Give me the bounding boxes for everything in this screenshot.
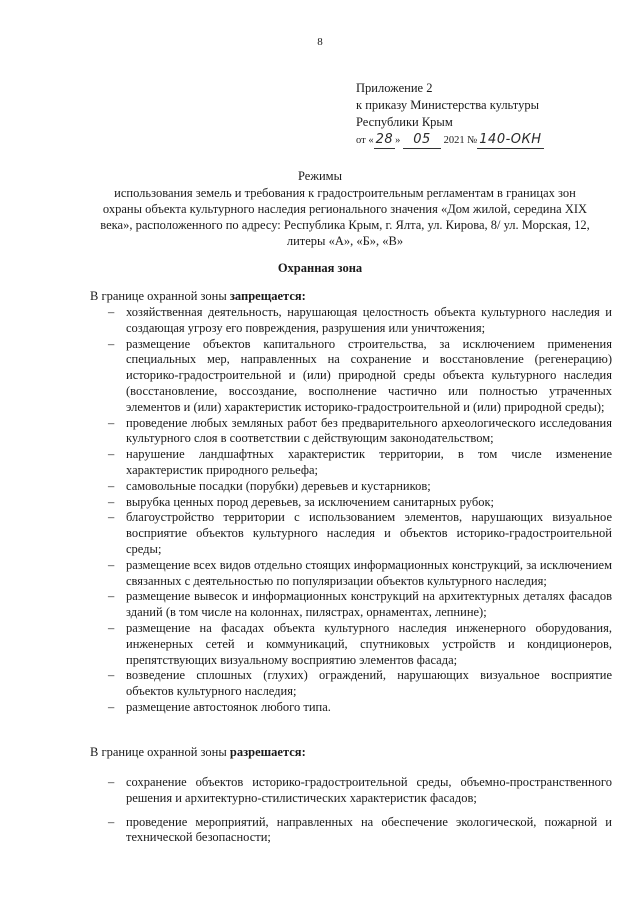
- list-item: [90, 447, 612, 479]
- bullet-dash: –: [108, 494, 115, 509]
- bullet-dash: –: [108, 814, 115, 829]
- bullet-dash: –: [108, 668, 115, 683]
- list-item: [90, 479, 612, 495]
- bullet-dash: –: [108, 336, 115, 351]
- bullet-dash: –: [108, 305, 115, 319]
- prohibited-intro: [90, 289, 306, 304]
- list-item: [90, 621, 612, 668]
- allowed-intro: [90, 745, 306, 760]
- list-item: [90, 589, 612, 621]
- bullet-dash: –: [108, 589, 115, 604]
- list-item-text: хозяйственная деятельность, нарушающая целостность объекта культурного наследия и создающая угрозу его повреждения, разрушения или уничтожения;: [126, 305, 612, 335]
- document-subtitle: использования земель и требования к градостроительным регламентам в границах зон охраны объекта культурного наследия регионального значения «Дом жилой, середина XIX века», расположенного по адресу: Республика Крым, г. Ялта, ул. Кирова, 8/ ул. Морская, 12, литеры «А», «Б», «В»: [100, 186, 590, 248]
- list-item-text: проведение мероприятий, направленных на обеспечение экологической, пожарной и технической безопасности;: [126, 814, 612, 845]
- list-item-text: самовольные посадки (порубки) деревьев и кустарников;: [126, 478, 431, 493]
- list-item: [90, 416, 612, 448]
- list-item-text: размещение автостоянок любого типа.: [126, 699, 331, 714]
- list-item: [90, 510, 612, 557]
- bullet-dash: –: [108, 478, 115, 493]
- list-item-text: проведение любых земляных работ без предварительного археологического исследования культурного слоя в соответствии с действующим законодательством;: [126, 415, 612, 446]
- order-prefix: от «: [356, 135, 374, 146]
- list-item: [90, 815, 612, 847]
- list-item: [90, 700, 612, 716]
- appendix-block: [356, 80, 544, 149]
- order-year: 2021 №: [443, 135, 478, 146]
- allowed-list: [90, 775, 612, 854]
- prohibited-list: [90, 305, 612, 716]
- list-item: [90, 337, 612, 416]
- prohibited-intro-bold: запрещается:: [229, 289, 306, 303]
- list-item-text: размещение объектов капитального строительства, за исключением применения специальных мер, направленных на сохранение и восстановление (регенерацию) историко-градостроительной и (или) природной среды объекта культурного наследия (восстановление, воссоздание, восполнение частично или полностью утраченных элементов и (или) характеристик историко-градостроительной и (или) природной среды);: [126, 336, 612, 414]
- list-item-text: возведение сплошных (глухих) ограждений, нарушающих визуальное восприятие объектов культурного наследия;: [126, 668, 612, 699]
- bullet-dash: –: [108, 699, 115, 714]
- order-month: 05: [403, 131, 441, 149]
- bullet-dash: –: [108, 510, 115, 525]
- list-item: [90, 305, 612, 337]
- bullet-dash: –: [108, 775, 115, 789]
- list-item-text: вырубка ценных пород деревьев, за исключением санитарных рубок;: [126, 494, 494, 509]
- list-item-text: размещение на фасадах объекта культурного наследия инженерного оборудования, инженерных сетей и коммуникаций, спутниковых устройств и кондиционеров, препятствующих визуальному восприятию элементов фасада;: [126, 620, 612, 667]
- order-line: [356, 131, 544, 149]
- document-title: Режимы: [298, 169, 342, 183]
- bullet-dash: –: [108, 620, 115, 635]
- list-item-text: размещение всех видов отдельно стоящих информационных конструкций, за исключением связанных с деятельностью по популяризации объектов культурного наследия;: [126, 557, 612, 588]
- order-number: 140-ОКН: [479, 132, 542, 147]
- list-item-text: сохранение объектов историко-градостроительной среды, объемно-пространственного решения и архитектурно-стилистических характеристик фасадов;: [126, 775, 612, 805]
- allowed-intro-bold: разрешается:: [229, 745, 306, 759]
- bullet-dash: –: [108, 415, 115, 430]
- list-item-text: нарушение ландшафтных характеристик территории, в том числе изменение характеристик природного рельефа;: [126, 447, 612, 477]
- section-heading: Охранная зона: [277, 261, 363, 275]
- list-item-text: размещение вывесок и информационных конструкций на архитектурных деталях фасадов зданий (в том числе на колоннах, пилястрах, орнаментах, лепнине);: [126, 589, 612, 620]
- list-item: [90, 558, 612, 590]
- bullet-dash: –: [108, 557, 115, 572]
- allowed-intro-text: В границе охранной зоны: [90, 745, 230, 759]
- appendix-line-3: Республики Крым: [356, 115, 453, 129]
- bullet-dash: –: [108, 447, 115, 462]
- page-number: 8: [317, 36, 323, 48]
- list-item: [90, 668, 612, 700]
- order-day: 28: [375, 132, 394, 147]
- list-item: [90, 495, 612, 511]
- prohibited-intro-text: В границе охранной зоны: [90, 289, 230, 303]
- appendix-line-1: Приложение 2: [356, 81, 433, 95]
- list-item: [90, 775, 612, 807]
- appendix-line-2: к приказу Министерства культуры: [356, 98, 539, 112]
- order-mid: »: [395, 135, 401, 146]
- list-item-text: благоустройство территории с использованием элементов, нарушающих визуальное восприятие объектов культурного наследия и объектов историко-градостроительной среды;: [126, 510, 612, 556]
